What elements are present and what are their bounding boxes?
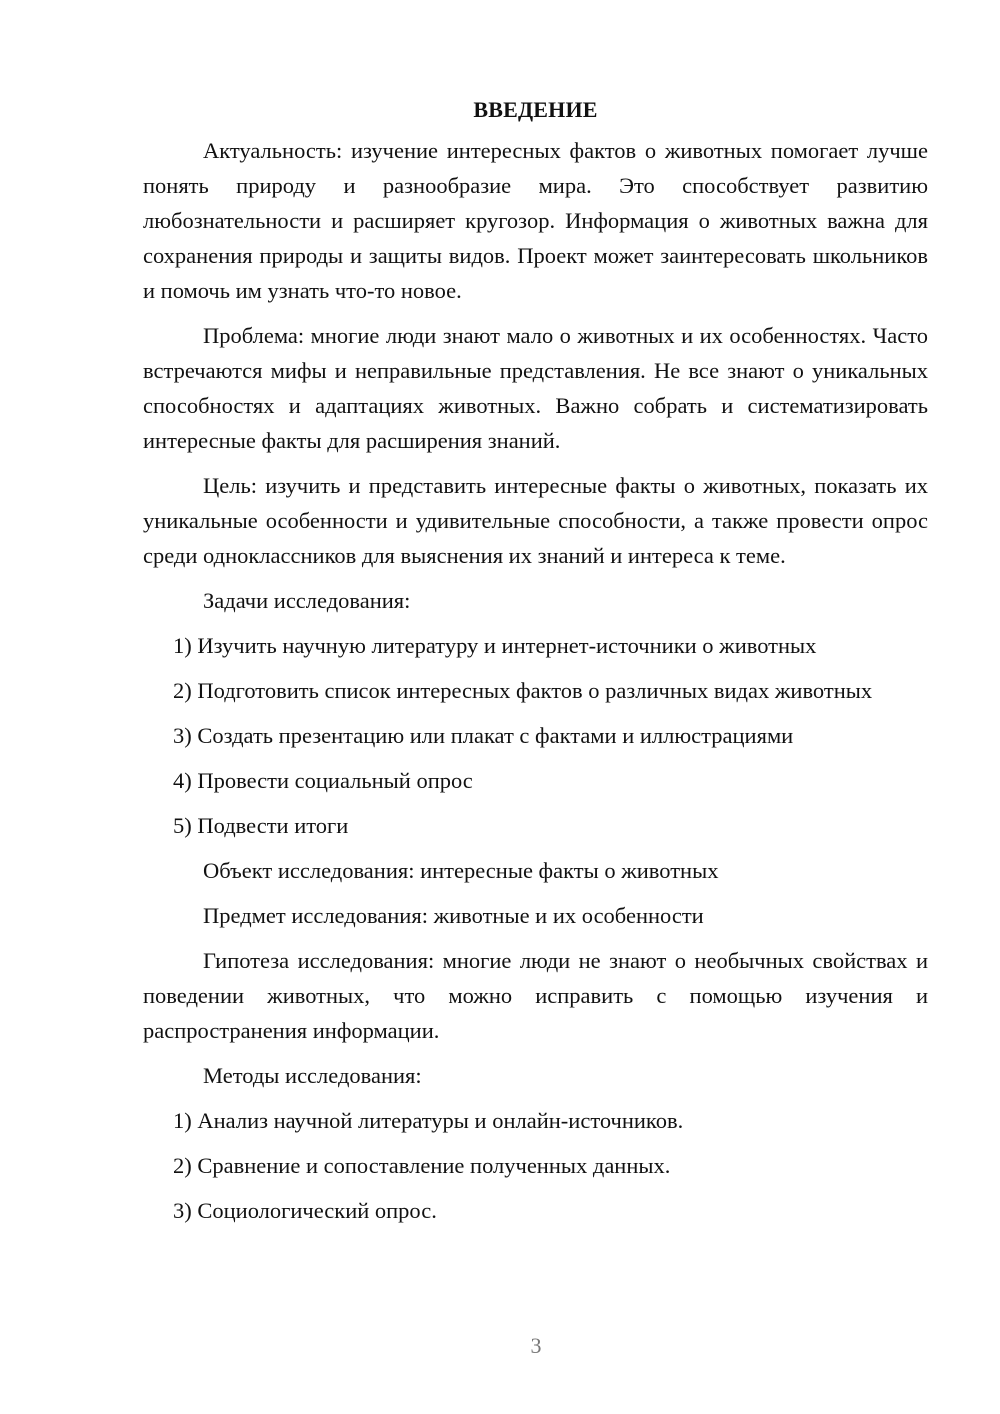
tasks-heading: Задачи исследования: [203, 588, 411, 613]
subject-line: Предмет исследования: животные и их особенности [203, 903, 704, 928]
problem-paragraph: Проблема: многие люди знают мало о животных и их особенностях. Часто встречаются мифы и неправильные представления. Не все знают о уникальных способностях и адаптациях животных. Важно собрать и систематизировать интересные факты для расширения знаний. [143, 323, 928, 453]
hypothesis-paragraph: Гипотеза исследования: многие люди не знают о необычных свойствах и поведении животных, что можно исправить с помощью изучения и распространения информации. [143, 948, 928, 1043]
goal-paragraph: Цель: изучить и представить интересные факты о животных, показать их уникальные особенности и удивительные способности, а также провести опрос среди одноклассников для выяснения их знаний и интереса к теме. [143, 473, 928, 568]
methods-heading: Методы исследования: [203, 1063, 422, 1088]
page-number: 3 [530, 1333, 542, 1358]
task-item: 5) Подвести итоги [173, 813, 349, 838]
relevance-paragraph: Актуальность: изучение интересных фактов о животных помогает лучше понять природу и разнообразие мира. Это способствует развитию любознательности и расширяет кругозор. Информация о животных важна для сохранения природы и защиты видов. Проект может заинтересовать школьников и помочь им узнать что-то новое. [143, 138, 928, 303]
method-item: 2) Сравнение и сопоставление полученных данных. [173, 1153, 671, 1178]
page-title: ВВЕДЕНИЕ [473, 97, 598, 122]
document-page [143, 95, 928, 1238]
method-item: 3) Социологический опрос. [173, 1198, 437, 1223]
task-item: 3) Создать презентацию или плакат с фактами и иллюстрациями [173, 723, 794, 748]
task-item: 1) Изучить научную литературу и интернет-источники о животных [173, 633, 817, 658]
object-line: Объект исследования: интересные факты о животных [203, 858, 719, 883]
task-item: 2) Подготовить список интересных фактов о различных видах животных [173, 678, 873, 703]
method-item: 1) Анализ научной литературы и онлайн-источников. [173, 1108, 684, 1133]
task-item: 4) Провести социальный опрос [173, 768, 473, 793]
